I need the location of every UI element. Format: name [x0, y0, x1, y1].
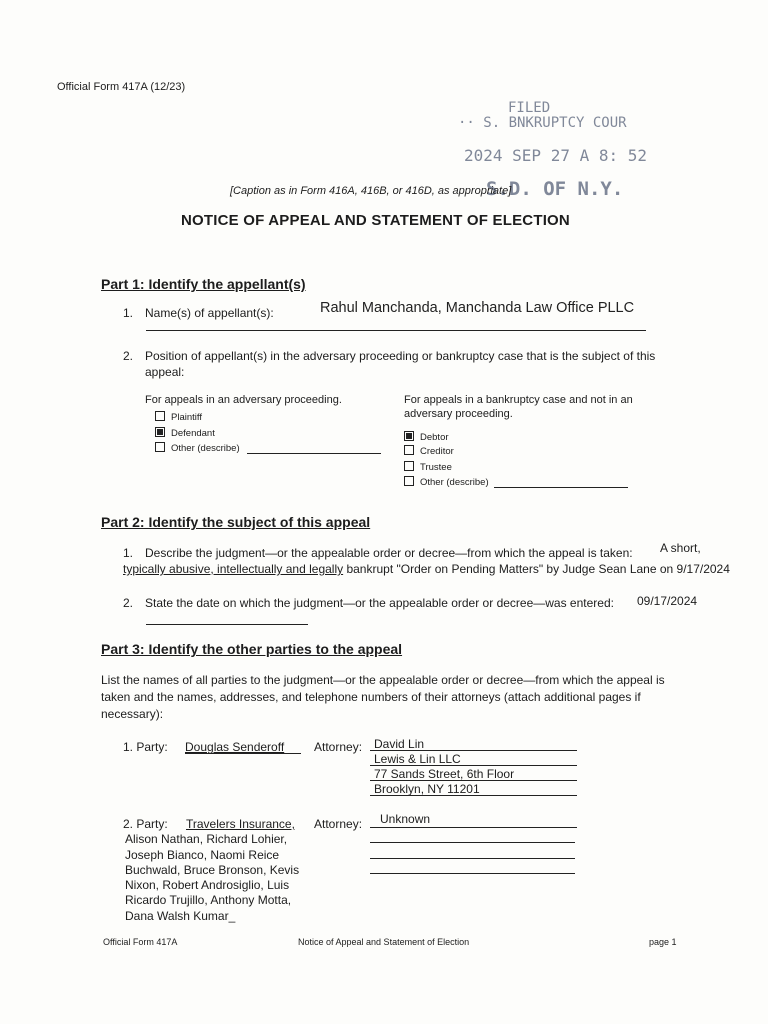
checkbox-box — [404, 445, 414, 455]
position-question-line2: appeal: — [145, 365, 185, 379]
party1-attorney-line1[interactable]: David Lin — [374, 737, 425, 751]
part2-heading: Part 2: Identify the subject of this appeal — [101, 514, 371, 530]
bankruptcy-heading-line1: For appeals in a bankruptcy case and not in an — [404, 394, 633, 406]
checkbox-label: Trustee — [420, 462, 452, 473]
party2-name-line: Dana Walsh Kumar_ — [125, 909, 236, 923]
checkbox-debtor[interactable] — [404, 431, 449, 443]
parties-intro-line1: List the names of all parties to the judgment—or the appealable order or decree—from which the appeal is — [101, 673, 665, 687]
stamp-court: ·· S. BNKRUPTCY COUR — [458, 115, 627, 131]
checkbox-trustee[interactable] — [404, 461, 452, 473]
checkbox-defendant[interactable] — [155, 427, 215, 439]
checkbox-plaintiff[interactable] — [155, 411, 202, 423]
party2-attorney-field[interactable]: Unknown — [380, 812, 431, 826]
document-title: NOTICE OF APPEAL AND STATEMENT OF ELECTION — [181, 212, 570, 229]
stamp-date: 2024 SEP 27 A 8: 52 — [464, 146, 648, 165]
bankruptcy-heading-line2: adversary proceeding. — [404, 408, 513, 420]
attorney-underline — [370, 765, 577, 766]
stamp-district: S.D. OF N.Y. — [486, 178, 624, 200]
checkbox-label: Debtor — [420, 432, 449, 443]
party1-attorney-line2[interactable]: Lewis & Lin LLC — [374, 752, 461, 766]
p2-q1-number: 1. — [123, 546, 134, 560]
party2-name-line: Nixon, Robert Androsiglio, Luis — [125, 878, 290, 892]
party2-name-line: Buchwald, Bruce Bronson, Kevis — [125, 863, 300, 877]
checkbox-box — [155, 442, 165, 452]
checkbox-label: Defendant — [171, 428, 215, 439]
part1-heading: Part 1: Identify the appellant(s) — [101, 276, 306, 292]
checkbox-label: Creditor — [420, 446, 454, 457]
checkbox-label: Other (describe) — [171, 443, 240, 454]
entry-date-label: State the date on which the judgment—or the appealable order or decree—was entered: — [145, 596, 614, 610]
party2-attorney-label: Attorney: — [314, 817, 363, 831]
parties-intro-line2: taken and the names, addresses, and telephone numbers of their attorneys (attach additional pages if — [101, 690, 641, 704]
party1-label: 1. Party: — [123, 740, 168, 754]
footer-page-number: page 1 — [649, 937, 677, 947]
caption-note: [Caption as in Form 416A, 416B, or 416D, as appropriate] — [230, 185, 512, 197]
attorney-underline — [370, 858, 575, 859]
position-question-line1: Position of appellant(s) in the adversary proceeding or bankruptcy case that is the subject of this — [145, 349, 656, 363]
attorney-underline — [370, 827, 577, 828]
attorney-underline — [370, 873, 575, 874]
attorney-underline — [370, 780, 577, 781]
party2-label: 2. Party: — [123, 817, 168, 831]
part3-heading: Part 3: Identify the other parties to the appeal — [101, 641, 403, 657]
appellant-name-field[interactable]: Rahul Manchanda, Manchanda Law Office PLLC — [320, 300, 635, 316]
entry-date-field[interactable]: 09/17/2024 — [637, 594, 698, 608]
footer-form-title: Notice of Appeal and Statement of Election — [298, 937, 470, 947]
judgment-description-label: Describe the judgment—or the appealable order or decree—from which the appeal is taken: — [145, 546, 633, 560]
party2-name-field[interactable]: Travelers Insurance, — [186, 817, 295, 831]
entry-date-underline — [146, 624, 308, 625]
checkbox-label: Other (describe) — [420, 477, 489, 488]
appellant-name-label: Name(s) of appellant(s): — [145, 306, 274, 320]
judgment-description-underlined: typically abusive, intellectually and legally — [123, 562, 344, 576]
checkbox-box — [404, 461, 414, 471]
q1-number: 1. — [123, 306, 134, 320]
party1-attorney-label: Attorney: — [314, 740, 363, 754]
judgment-description-start[interactable]: A short, — [660, 541, 701, 555]
checkbox-other-adversary[interactable] — [155, 442, 240, 454]
footer-form-id: Official Form 417A — [103, 937, 178, 947]
parties-intro-line3: necessary): — [101, 707, 164, 721]
party2-name-line: Alison Nathan, Richard Lohier, — [125, 832, 288, 846]
checkbox-other-bankruptcy[interactable] — [404, 476, 489, 488]
appellant-name-underline — [146, 330, 646, 331]
party2-name-line: Joseph Bianco, Naomi Reice — [125, 848, 280, 862]
party1-name-field[interactable]: Douglas Senderoff — [185, 740, 285, 754]
attorney-underline — [370, 842, 575, 843]
checkbox-box — [155, 411, 165, 421]
checkbox-creditor[interactable] — [404, 445, 454, 457]
party1-attorney-line4[interactable]: Brooklyn, NY 11201 — [374, 782, 480, 796]
judgment-description-field[interactable] — [123, 562, 730, 576]
attorney-underline — [370, 795, 577, 796]
other-adversary-underline — [247, 453, 381, 454]
stamp-filed: FILED — [508, 100, 551, 116]
judgment-description-rest: bankrupt "Order on Pending Matters" by Judge Sean Lane on 9/17/2024 — [343, 562, 730, 576]
checkbox-box — [404, 476, 414, 486]
checkbox-box-checked — [404, 431, 414, 441]
adversary-heading: For appeals in an adversary proceeding. — [145, 394, 342, 406]
party2-name-line: Ricardo Trujillo, Anthony Motta, — [125, 893, 292, 907]
party1-attorney-line3[interactable]: 77 Sands Street, 6th Floor — [374, 767, 515, 781]
checkbox-label: Plaintiff — [171, 412, 202, 423]
q2-number: 2. — [123, 349, 134, 363]
checkbox-box-checked — [155, 427, 165, 437]
p2-q2-number: 2. — [123, 596, 134, 610]
attorney-underline — [370, 750, 577, 751]
form-id: Official Form 417A (12/23) — [57, 81, 186, 93]
other-bankruptcy-underline — [494, 487, 628, 488]
party1-name-underline — [185, 753, 301, 754]
